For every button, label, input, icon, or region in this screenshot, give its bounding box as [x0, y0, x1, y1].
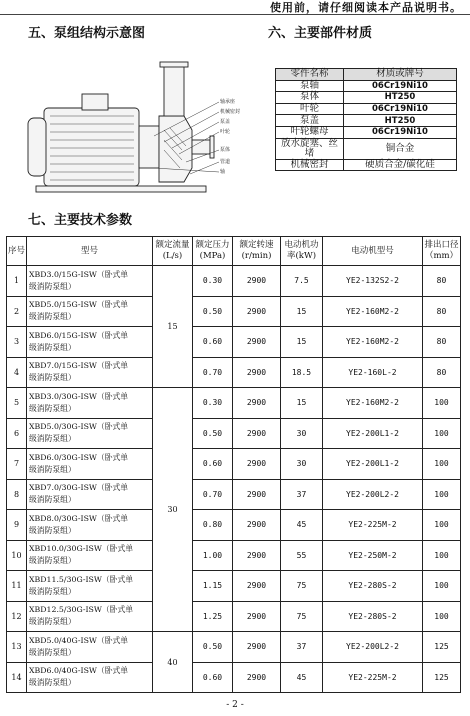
- tech-cell-pressure: 0.70: [193, 479, 233, 510]
- tech-cell-outlet: 100: [423, 479, 461, 510]
- tech-cell-flow: 15: [153, 266, 193, 388]
- tech-row: [7, 327, 461, 358]
- part-name: 泵轴: [276, 80, 344, 92]
- part-material: 06Cr19Ni10: [344, 80, 457, 92]
- tech-cell-model: [27, 296, 153, 327]
- model-line2: 级消防泵组）: [29, 525, 76, 535]
- tech-header-cell: 排出口径（mm）: [423, 237, 461, 266]
- tech-cell-power: 15: [281, 296, 323, 327]
- part-material: 06Cr19Ni10: [344, 103, 457, 115]
- model-line2: 级消防泵组）: [29, 464, 76, 474]
- model-line1: XBD3.0/15G-ISW（卧式单: [29, 269, 129, 279]
- model-line2: 级消防泵组）: [29, 312, 76, 322]
- tech-cell-model: [27, 632, 153, 663]
- tech-header-cell: 序号: [7, 237, 27, 266]
- tech-cell-speed: 2900: [233, 296, 281, 327]
- tech-cell-no: 12: [7, 601, 27, 632]
- tech-cell-no: 3: [7, 327, 27, 358]
- tech-cell-no: 5: [7, 388, 27, 419]
- motor-fan-cover: [28, 118, 46, 176]
- tech-cell-outlet: 80: [423, 327, 461, 358]
- model-line1: XBD5.0/15G-ISW（卧式单: [29, 300, 129, 310]
- tech-cell-pressure: 0.60: [193, 327, 233, 358]
- parts-header-material: 材质或牌号: [344, 69, 457, 81]
- tech-cell-motor: YE2-225M-2: [323, 510, 423, 541]
- tech-cell-model: [27, 327, 153, 358]
- tech-cell-speed: 2900: [233, 449, 281, 480]
- pump-casing: [159, 116, 192, 182]
- tech-cell-outlet: 80: [423, 357, 461, 388]
- parts-material-table: [275, 68, 457, 171]
- suction-flange: [210, 136, 214, 158]
- tech-cell-pressure: 0.50: [193, 296, 233, 327]
- tech-cell-power: 75: [281, 601, 323, 632]
- tech-cell-pressure: 0.50: [193, 632, 233, 663]
- tech-header-cell: 额定转速(r/min): [233, 237, 281, 266]
- tech-cell-model: [27, 601, 153, 632]
- tech-header-cell: 额定流量(L/s): [153, 237, 193, 266]
- part-name: 叶轮螺母: [276, 126, 344, 138]
- label-seal: 机械密封: [220, 109, 241, 115]
- label-pipe: 管道: [220, 159, 231, 165]
- tech-cell-model: [27, 571, 153, 602]
- tech-row: [7, 479, 461, 510]
- tech-row: [7, 540, 461, 571]
- tech-cell-model: [27, 662, 153, 693]
- model-line1: XBD11.5/30G-ISW（卧式单: [29, 574, 134, 584]
- part-material: 硬质合金/碳化硅: [344, 159, 457, 171]
- tech-cell-outlet: 100: [423, 540, 461, 571]
- tech-cell-outlet: 80: [423, 296, 461, 327]
- model-line1: XBD7.0/30G-ISW（卧式单: [29, 483, 129, 493]
- label-shaft: 轴: [220, 169, 226, 175]
- tech-cell-outlet: 100: [423, 510, 461, 541]
- tech-cell-no: 6: [7, 418, 27, 449]
- model-line2: 级消防泵组）: [29, 373, 76, 383]
- tech-cell-speed: 2900: [233, 327, 281, 358]
- tech-cell-motor: YE2-200L1-2: [323, 418, 423, 449]
- tech-cell-power: 55: [281, 540, 323, 571]
- tech-cell-model: [27, 540, 153, 571]
- section5-title: 五、泵组结构示意图: [28, 26, 146, 41]
- model-line1: XBD6.0/30G-ISW（卧式单: [29, 452, 129, 462]
- tech-cell-no: 13: [7, 632, 27, 663]
- tech-cell-motor: YE2-200L2-2: [323, 632, 423, 663]
- tech-cell-speed: 2900: [233, 479, 281, 510]
- tech-cell-power: 37: [281, 479, 323, 510]
- tech-cell-power: 75: [281, 571, 323, 602]
- tech-cell-power: 30: [281, 449, 323, 480]
- tech-cell-pressure: 0.30: [193, 388, 233, 419]
- model-line1: XBD10.0/30G-ISW（卧式单: [29, 544, 134, 554]
- pump-structure-diagram: [14, 50, 244, 200]
- tech-cell-pressure: 1.00: [193, 540, 233, 571]
- tech-cell-no: 11: [7, 571, 27, 602]
- tech-cell-motor: YE2-200L2-2: [323, 479, 423, 510]
- tech-cell-model: [27, 357, 153, 388]
- tech-cell-power: 15: [281, 388, 323, 419]
- tech-cell-no: 10: [7, 540, 27, 571]
- tech-cell-model: [27, 479, 153, 510]
- tech-cell-flow: 40: [153, 632, 193, 693]
- tech-row: [7, 418, 461, 449]
- tech-cell-no: 4: [7, 357, 27, 388]
- discharge-pipe: [164, 64, 184, 116]
- model-line2: 级消防泵组）: [29, 342, 76, 352]
- tech-cell-outlet: 100: [423, 449, 461, 480]
- tech-cell-model: [27, 266, 153, 297]
- model-line2: 级消防泵组）: [29, 434, 76, 444]
- part-name: 放水旋塞、丝堵: [276, 138, 344, 159]
- tech-cell-motor: YE2-160M2-2: [323, 296, 423, 327]
- discharge-flange: [160, 62, 188, 67]
- section7-title: 七、主要技术参数: [28, 213, 133, 228]
- model-line1: XBD7.0/15G-ISW（卧式单: [29, 361, 129, 371]
- tech-cell-speed: 2900: [233, 601, 281, 632]
- tech-cell-outlet: 100: [423, 418, 461, 449]
- model-line1: XBD12.5/30G-ISW（卧式单: [29, 605, 134, 615]
- tech-cell-pressure: 0.50: [193, 418, 233, 449]
- tech-cell-power: 7.5: [281, 266, 323, 297]
- parts-header-row: [276, 69, 457, 81]
- tech-cell-model: [27, 510, 153, 541]
- tech-header-cell: 电动机功率(kW): [281, 237, 323, 266]
- bracket: [139, 126, 159, 168]
- part-material: 铜合金: [344, 138, 457, 159]
- tech-row: [7, 296, 461, 327]
- tech-row: [7, 662, 461, 693]
- parts-row: [276, 80, 457, 92]
- tech-cell-no: 8: [7, 479, 27, 510]
- tech-cell-pressure: 1.25: [193, 601, 233, 632]
- tech-row: [7, 388, 461, 419]
- tech-cell-model: [27, 449, 153, 480]
- tech-row: [7, 571, 461, 602]
- tech-cell-pressure: 0.60: [193, 662, 233, 693]
- model-line1: XBD3.0/30G-ISW（卧式单: [29, 391, 129, 401]
- tech-cell-motor: YE2-160L-2: [323, 357, 423, 388]
- tech-row: [7, 601, 461, 632]
- tech-cell-speed: 2900: [233, 357, 281, 388]
- model-line2: 级消防泵组）: [29, 647, 76, 657]
- tech-cell-motor: YE2-160M2-2: [323, 388, 423, 419]
- model-line2: 级消防泵组）: [29, 586, 76, 596]
- tech-cell-motor: YE2-225M-2: [323, 662, 423, 693]
- part-name: 叶轮: [276, 103, 344, 115]
- tech-row: [7, 510, 461, 541]
- tech-cell-motor: YE2-280S-2: [323, 601, 423, 632]
- tech-cell-power: 15: [281, 327, 323, 358]
- tech-cell-flow: 30: [153, 388, 193, 632]
- tech-cell-pressure: 0.70: [193, 357, 233, 388]
- tech-cell-no: 1: [7, 266, 27, 297]
- tech-cell-motor: YE2-200L1-2: [323, 449, 423, 480]
- part-name: 泵体: [276, 92, 344, 104]
- tech-cell-speed: 2900: [233, 571, 281, 602]
- base-frame: [36, 186, 206, 192]
- label-cover: 泵盖: [220, 119, 231, 125]
- tech-cell-outlet: 100: [423, 571, 461, 602]
- terminal-box: [82, 94, 108, 110]
- tech-cell-no: 7: [7, 449, 27, 480]
- tech-header-cell: 额定压力(MPa): [193, 237, 233, 266]
- tech-cell-speed: 2900: [233, 388, 281, 419]
- tech-cell-power: 30: [281, 418, 323, 449]
- model-line1: XBD5.0/30G-ISW（卧式单: [29, 422, 129, 432]
- part-name: 机械密封: [276, 159, 344, 171]
- tech-header-cell: 电动机型号: [323, 237, 423, 266]
- tech-cell-outlet: 100: [423, 601, 461, 632]
- part-material: 06Cr19Ni10: [344, 126, 457, 138]
- tech-row: [7, 632, 461, 663]
- tech-cell-power: 45: [281, 662, 323, 693]
- tech-cell-pressure: 0.30: [193, 266, 233, 297]
- tech-cell-speed: 2900: [233, 632, 281, 663]
- tech-params-table: [6, 236, 461, 693]
- tech-cell-no: 14: [7, 662, 27, 693]
- section6-title: 六、主要部件材质: [268, 26, 373, 41]
- model-line2: 级消防泵组）: [29, 617, 76, 627]
- parts-row: [276, 103, 457, 115]
- tech-cell-motor: YE2-250M-2: [323, 540, 423, 571]
- part-name: 泵盖: [276, 115, 344, 127]
- tech-cell-power: 45: [281, 510, 323, 541]
- tech-cell-speed: 2900: [233, 540, 281, 571]
- tech-cell-motor: YE2-280S-2: [323, 571, 423, 602]
- page-number: - 2 -: [226, 700, 244, 710]
- model-line2: 级消防泵组）: [29, 556, 76, 566]
- parts-header-name: 零件名称: [276, 69, 344, 81]
- model-line1: XBD6.0/40G-ISW（卧式单: [29, 666, 129, 676]
- model-line1: XBD6.0/15G-ISW（卧式单: [29, 330, 129, 340]
- tech-cell-model: [27, 388, 153, 419]
- parts-row: [276, 115, 457, 127]
- parts-row: [276, 159, 457, 171]
- parts-row: [276, 126, 457, 138]
- tech-cell-speed: 2900: [233, 418, 281, 449]
- tech-cell-speed: 2900: [233, 266, 281, 297]
- tech-cell-outlet: 125: [423, 662, 461, 693]
- tech-cell-power: 37: [281, 632, 323, 663]
- tech-cell-pressure: 1.15: [193, 571, 233, 602]
- tech-cell-outlet: 80: [423, 266, 461, 297]
- tech-cell-speed: 2900: [233, 662, 281, 693]
- tech-cell-no: 2: [7, 296, 27, 327]
- tech-header-row: [7, 237, 461, 266]
- motor-body: [44, 108, 139, 186]
- label-impeller: 叶轮: [220, 129, 231, 135]
- model-line1: XBD5.0/40G-ISW（卧式单: [29, 635, 129, 645]
- part-material: HT250: [344, 92, 457, 104]
- header-bar: [0, 0, 470, 15]
- parts-row: [276, 138, 457, 159]
- tech-header-cell: 型号: [27, 237, 153, 266]
- header-note: 使用前，请仔细阅读本产品说明书。: [270, 1, 462, 14]
- tech-cell-motor: YE2-160M2-2: [323, 327, 423, 358]
- part-material: HT250: [344, 115, 457, 127]
- tech-cell-power: 18.5: [281, 357, 323, 388]
- label-bearing: 轴承座: [220, 99, 236, 105]
- tech-cell-motor: YE2-132S2-2: [323, 266, 423, 297]
- model-line2: 级消防泵组）: [29, 495, 76, 505]
- model-line2: 级消防泵组）: [29, 678, 76, 688]
- model-line1: XBD8.0/30G-ISW（卧式单: [29, 513, 129, 523]
- tech-cell-speed: 2900: [233, 510, 281, 541]
- tech-cell-model: [27, 418, 153, 449]
- tech-cell-pressure: 0.80: [193, 510, 233, 541]
- tech-cell-outlet: 100: [423, 388, 461, 419]
- tech-cell-outlet: 125: [423, 632, 461, 663]
- model-line2: 级消防泵组）: [29, 281, 76, 291]
- parts-row: [276, 92, 457, 104]
- tech-cell-pressure: 0.60: [193, 449, 233, 480]
- tech-row: [7, 449, 461, 480]
- tech-row: [7, 266, 461, 297]
- tech-row: [7, 357, 461, 388]
- label-casing: 泵体: [220, 147, 231, 153]
- model-line2: 级消防泵组）: [29, 403, 76, 413]
- tech-cell-no: 9: [7, 510, 27, 541]
